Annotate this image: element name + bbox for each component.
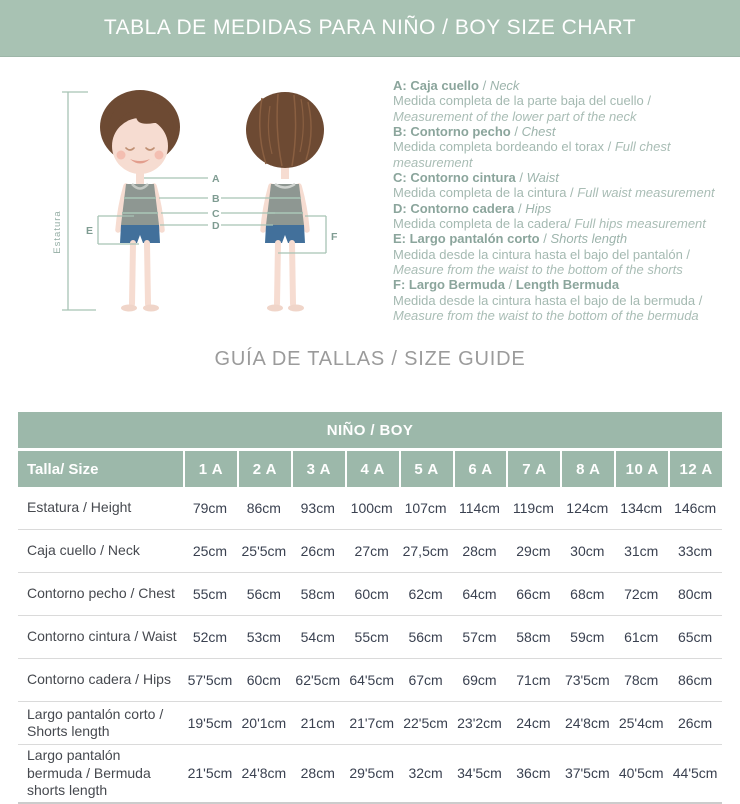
size-column-header: 3 A	[291, 451, 345, 487]
measurement-cell: 69cm	[462, 672, 497, 688]
measurement-cell: 27cm	[354, 543, 389, 559]
legend-desc-en: Full chest measurement	[393, 139, 671, 170]
measurement-cell: 58cm	[300, 586, 335, 602]
row-label: Contorno cadera / Hips	[27, 671, 171, 688]
size-column-header: 8 A	[560, 451, 614, 487]
measurement-cell: 80cm	[677, 586, 713, 602]
measurement-cell: 68cm	[570, 586, 605, 602]
size-column-header: 1 A	[183, 451, 237, 487]
measurement-cell: 53cm	[246, 629, 281, 645]
legend-desc-en: Full hips measurement	[574, 215, 706, 231]
legend-desc-en: Full waist measurement	[577, 185, 715, 201]
measurement-cell: 55cm	[192, 586, 228, 602]
measurement-cell: 60cm	[246, 672, 281, 688]
measurement-cell: 62'5cm	[295, 672, 341, 688]
legend-description	[393, 139, 731, 170]
table-body	[18, 487, 722, 804]
measurement-cell: 64cm	[462, 586, 497, 602]
legend-term-es: F: Largo Bermuda	[393, 277, 505, 293]
measurement-cell: 27,5cm	[402, 543, 449, 559]
measurement-cell: 61cm	[624, 629, 659, 645]
legend-description	[393, 293, 731, 324]
legend-term-es: B: Contorno pecho	[393, 123, 511, 139]
row-label: Largo pantalón corto / Shorts length	[27, 705, 164, 739]
legend-term-en: Hips	[525, 200, 552, 216]
corner-header-cell: Talla/ Size	[18, 451, 183, 487]
page-title: TABLA DE MEDIDAS PARA NIÑO / BOY SIZE CHART	[103, 16, 637, 39]
table-row	[18, 530, 722, 573]
boy-measurement-diagram	[42, 82, 378, 322]
measurement-cell: 56cm	[408, 629, 443, 645]
legend-term-es: D: Contorno cadera	[393, 200, 515, 216]
measurement-cell: 57cm	[462, 629, 497, 645]
measurement-cell: 40'5cm	[618, 765, 664, 782]
measurement-cell: 31cm	[624, 543, 659, 559]
legend-desc-es: Medida desde la cintura hasta el bajo del pantalón /	[393, 246, 691, 262]
legend-term	[393, 277, 731, 292]
legend-term	[393, 201, 731, 216]
marker-label-d: D	[212, 220, 220, 232]
measurement-cell: 55cm	[354, 629, 389, 645]
table-header-row	[18, 451, 722, 487]
legend-term-en: Waist	[526, 169, 559, 185]
row-label: Contorno cintura / Waist	[27, 628, 177, 645]
measurement-cell: 124cm	[566, 500, 609, 516]
measurement-cell: 36cm	[516, 765, 551, 782]
legend-desc-es: Medida desde la cintura hasta el bajo de la bermuda /	[393, 292, 703, 308]
measurement-cell: 114cm	[458, 500, 500, 516]
size-column-header: 12 A	[668, 451, 722, 487]
measurement-cell: 79cm	[192, 500, 228, 516]
size-column-header: 6 A	[453, 451, 507, 487]
table-row	[18, 573, 722, 616]
legend-description	[393, 93, 731, 124]
legend-separator: /	[514, 200, 526, 216]
table-row	[18, 616, 722, 659]
measurement-cell: 134cm	[620, 500, 663, 516]
table-group-header: NIÑO / BOY	[18, 412, 722, 448]
measurement-cell: 29cm	[516, 543, 551, 559]
measurement-cell: 25'4cm	[618, 715, 664, 731]
legend-separator: /	[478, 78, 490, 93]
measurement-cell: 100cm	[350, 500, 393, 516]
height-label: Estatura	[52, 210, 63, 254]
legend-desc-en: Measure from the waist to the bottom of the shorts	[393, 261, 683, 277]
size-column-header: 4 A	[345, 451, 399, 487]
measurement-cell: 56cm	[246, 586, 281, 602]
legend-separator: /	[515, 169, 527, 185]
size-column-header: 7 A	[506, 451, 560, 487]
measurement-cell: 22'5cm	[403, 715, 448, 731]
legend-desc-es: Medida completa de la cintura /	[393, 185, 578, 201]
size-column-header: 5 A	[399, 451, 453, 487]
measurement-cell: 30cm	[570, 543, 605, 559]
row-label: Contorno pecho / Chest	[27, 585, 175, 602]
measurement-cell: 24'8cm	[241, 765, 287, 782]
measurement-legend	[393, 78, 731, 323]
legend-description	[393, 247, 731, 278]
legend-term-es: C: Contorno cintura	[393, 169, 516, 185]
measurement-cell: 65cm	[677, 629, 713, 645]
back-boy-figure	[246, 92, 324, 312]
measurement-cell: 52cm	[192, 629, 228, 645]
boy-illustration	[42, 82, 378, 322]
measurement-cell: 26cm	[300, 543, 335, 559]
marker-label-f: F	[331, 231, 338, 243]
measurement-cell: 59cm	[570, 629, 605, 645]
marker-label-e: E	[86, 225, 94, 237]
measurement-cell: 107cm	[404, 500, 447, 516]
measurement-cell: 58cm	[516, 629, 551, 645]
measurement-cell: 62cm	[408, 586, 443, 602]
measurement-cell: 78cm	[624, 672, 659, 688]
row-label: Estatura / Height	[27, 499, 132, 516]
measurement-cell: 54cm	[300, 629, 335, 645]
measurement-cell: 73'5cm	[564, 672, 610, 688]
table-row	[18, 659, 722, 702]
legend-term-en: Length Bermuda	[515, 277, 620, 293]
legend-term-es: E: Largo pantalón corto	[393, 231, 540, 247]
legend-term-en: Shorts length	[550, 231, 628, 247]
legend-description	[393, 216, 731, 231]
legend-term-en: Chest	[521, 123, 556, 139]
measurement-cell: 34'5cm	[457, 765, 502, 782]
legend-term	[393, 231, 731, 246]
measurement-cell: 146cm	[674, 500, 717, 516]
measurement-cell: 86cm	[246, 500, 281, 516]
legend-desc-en: Measurement of the lower part of the neck	[393, 108, 637, 124]
row-label: Largo pantalón bermuda / Bermuda shorts length	[27, 747, 151, 798]
row-label: Caja cuello / Neck	[27, 542, 140, 559]
measurement-cell: 26cm	[677, 715, 713, 731]
measurement-cell: 21'5cm	[187, 765, 233, 782]
measurement-cell: 25'5cm	[241, 543, 287, 559]
measurement-cell: 64'5cm	[349, 672, 395, 688]
measurement-cell: 119cm	[512, 500, 554, 516]
legend-separator: /	[539, 231, 551, 247]
legend-desc-es: Medida completa de la parte baja del cuello /	[393, 93, 651, 109]
table-row	[18, 487, 722, 530]
measurement-cell: 24cm	[516, 715, 551, 731]
marker-label-b: B	[212, 193, 220, 205]
measurement-cell: 24'8cm	[564, 715, 610, 731]
marker-label-c: C	[212, 208, 220, 220]
title-banner	[0, 0, 740, 57]
measurement-cell: 28cm	[462, 543, 497, 559]
size-column-header: 10 A	[614, 451, 668, 487]
size-table	[18, 412, 722, 804]
height-line	[62, 92, 96, 310]
measurement-cell: 28cm	[300, 765, 335, 782]
measurement-cell: 57'5cm	[187, 672, 233, 688]
measurement-cell: 33cm	[677, 543, 713, 559]
measurement-cell: 21cm	[300, 715, 335, 731]
legend-separator: /	[504, 277, 516, 293]
measurement-cell: 72cm	[624, 586, 659, 602]
measurement-cell: 66cm	[516, 586, 551, 602]
table-row	[18, 745, 722, 804]
legend-separator: /	[510, 123, 522, 139]
legend-desc-en: Measure from the waist to the bottom of the bermuda	[393, 307, 699, 323]
measurement-cell: 21'7cm	[349, 715, 395, 731]
measurement-cell: 44'5cm	[672, 765, 718, 782]
table-row	[18, 702, 722, 745]
measurement-cell: 86cm	[677, 672, 713, 688]
measurement-cell: 71cm	[516, 672, 551, 688]
measurement-cell: 20'1cm	[241, 715, 287, 731]
legend-term	[393, 78, 731, 93]
legend-term	[393, 170, 731, 185]
size-guide-subtitle: GUÍA DE TALLAS / SIZE GUIDE	[214, 348, 526, 370]
measurement-cell: 23'2cm	[457, 715, 502, 731]
measurement-cell: 29'5cm	[349, 765, 395, 782]
measurement-cell: 32cm	[408, 765, 443, 782]
legend-term-en: Neck	[489, 78, 520, 93]
legend-desc-es: Medida completa bordeando el torax /	[393, 139, 615, 155]
measurement-cell: 25cm	[192, 543, 228, 559]
measurement-cell: 37'5cm	[564, 765, 610, 782]
legend-desc-es: Medida completa de la cadera/	[393, 215, 575, 231]
measurement-cell: 93cm	[300, 500, 335, 516]
legend-term-es: A: Caja cuello	[393, 78, 479, 93]
legend-description	[393, 185, 731, 200]
measurement-cell: 67cm	[408, 672, 443, 688]
size-column-header: 2 A	[237, 451, 291, 487]
marker-label-a: A	[212, 173, 220, 185]
front-boy-figure	[100, 90, 180, 312]
measurement-cell: 60cm	[354, 586, 389, 602]
legend-term	[393, 124, 731, 139]
measurement-cell: 19'5cm	[187, 715, 233, 731]
